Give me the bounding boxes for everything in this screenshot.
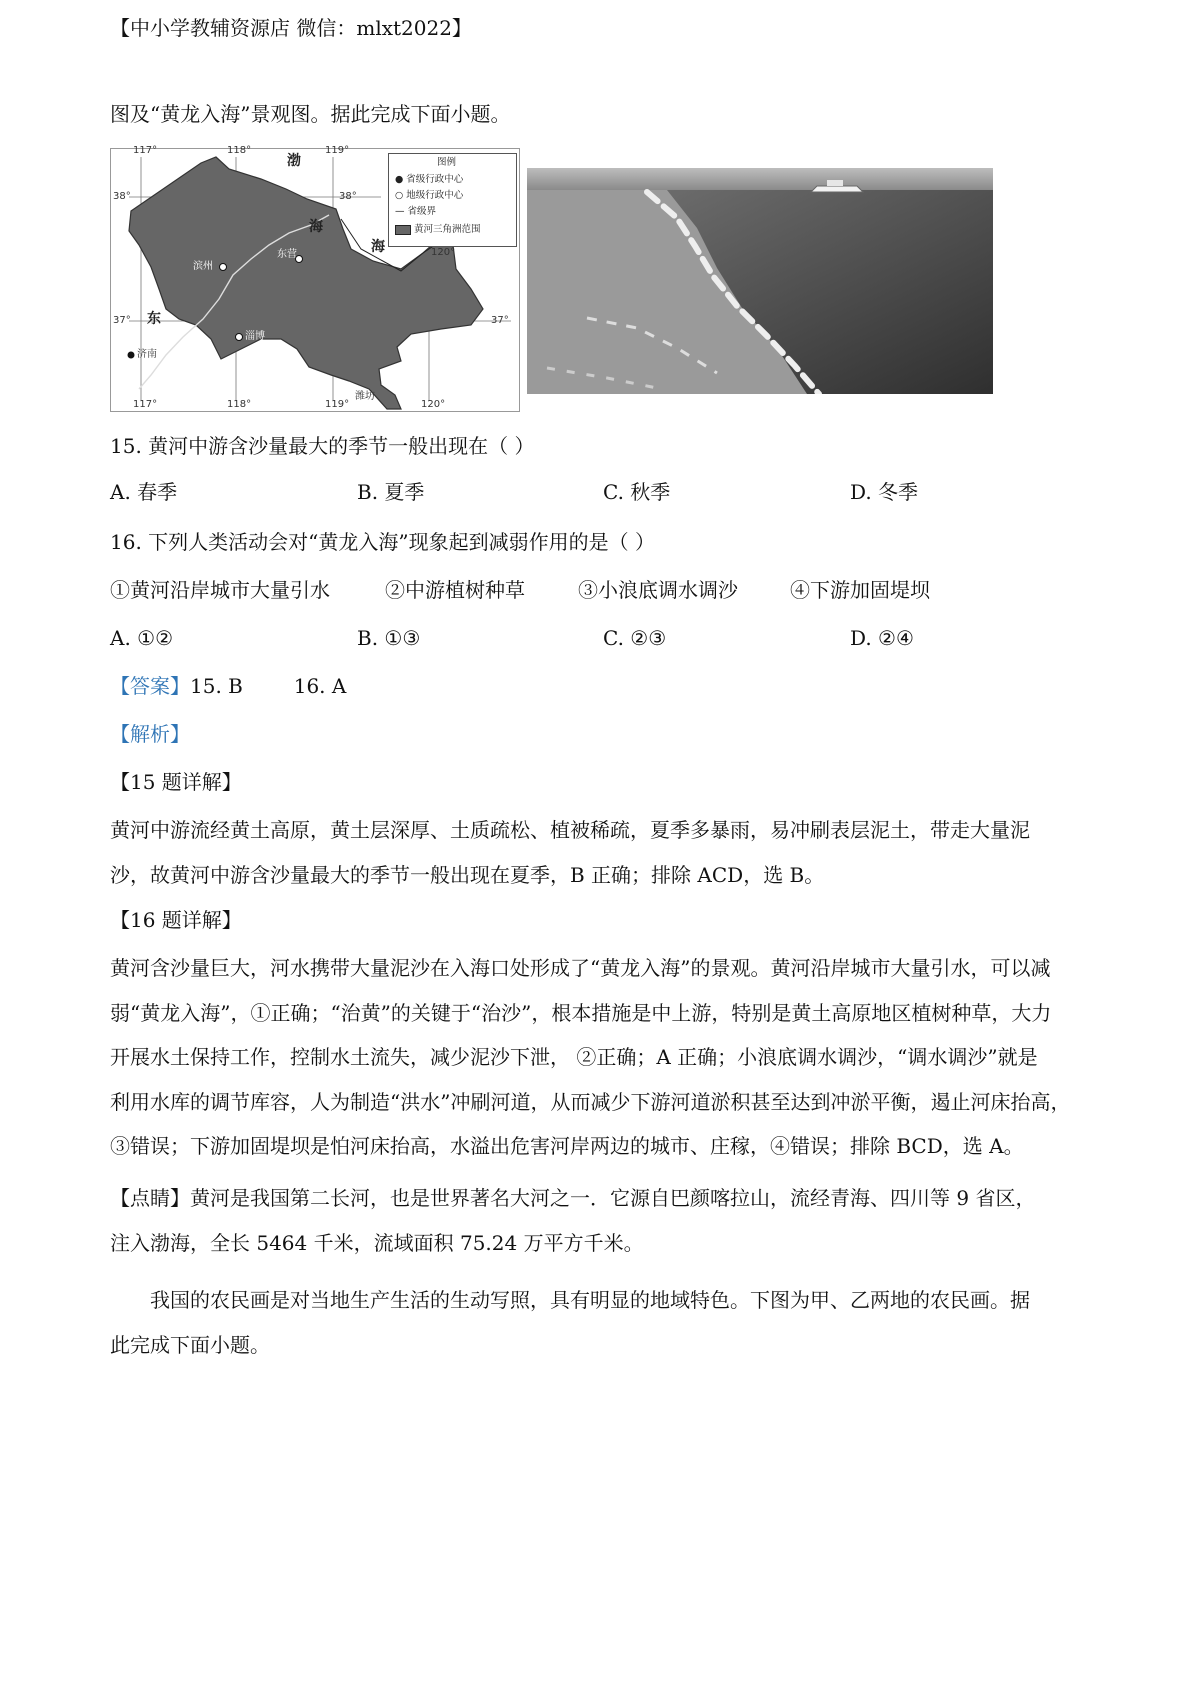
map-lat-label: 38° [113, 191, 131, 202]
legend-item: ○ 地级行政中心 [395, 190, 464, 201]
legend-item-delta [395, 224, 481, 235]
map-sea-label: 渤 [287, 153, 301, 169]
detail15-line: 黄河中游流经黄土高原，黄土层深厚、土质疏松、植被稀疏，夏季多暴雨，易冲刷表层泥土，带走大量泥 [110, 818, 1030, 842]
q15-option-a: A. 春季 [110, 480, 178, 504]
detail16-body [110, 946, 1100, 1169]
map-lon-label: 118° [227, 145, 252, 156]
map-city-label: 潍坊 [355, 391, 375, 402]
q15-option-d: D. 冬季 [850, 480, 919, 504]
detail16-line: 利用水库的调节库容，人为制造“洪水”冲刷河道，从而减少下游河道淤积甚至达到冲淤平衡，遏止河床抬高， [110, 1089, 1071, 1114]
yellow-dragon-sea-photo [527, 168, 993, 394]
q16-item-2: ②中游植树种草 [385, 578, 525, 602]
capital-marker [128, 352, 135, 359]
map-city-label: 东营 [277, 249, 297, 260]
map-legend [388, 153, 517, 247]
map-city-label: 济南 [137, 349, 157, 360]
q16-item-4: ④下游加固堤坝 [790, 578, 930, 602]
legend-swatch [395, 225, 411, 235]
detail16-line: 黄河含沙量巨大，河水携带大量泥沙在入海口处形成了“黄龙入海”的景观。黄河沿岸城市大量引水，可以减 [110, 956, 1051, 980]
legend-item-label: 黄河三角洲范围 [414, 224, 481, 235]
map-lat-label: 37° [491, 315, 509, 326]
city-marker [236, 334, 243, 341]
next-intro-line: 此完成下面小题。 [110, 1332, 270, 1357]
map-lon-label: 120° [431, 247, 456, 258]
intro-text: 图及“黄龙入海”景观图。据此完成下面小题。 [110, 102, 511, 126]
header-watermark: 【中小学教辅资源店 微信：mlxt2022】 [110, 16, 472, 40]
map-sea-label: 海 [309, 219, 323, 235]
detail15-label: 【15 题详解】 [110, 770, 242, 794]
map-lon-label: 117° [133, 145, 158, 156]
tip-line: 【点睛】黄河是我国第二长河，也是世界著名大河之一．它源自巴颜喀拉山，流经青海、四川等 9 省区， [110, 1186, 1036, 1210]
legend-title: 图例 [437, 157, 457, 168]
detail16-label: 【16 题详解】 [110, 908, 242, 932]
q16-item-3: ③小浪底调水调沙 [578, 578, 738, 602]
yellow-river-delta-map [110, 145, 520, 412]
map-lon-label: 120° [421, 399, 446, 410]
sea-photo-drawing [527, 168, 993, 394]
map-lon-label: 118° [227, 399, 252, 410]
map-coast-label: 东 [147, 311, 161, 327]
q16-stem: 16. 下列人类活动会对“黄龙入海”现象起到减弱作用的是（ ） [110, 530, 655, 554]
q16-option-a: A. ①② [110, 626, 174, 650]
detail15-line: 沙，故黄河中游含沙量最大的季节一般出现在夏季，B 正确；排除 ACD，选 B。 [110, 862, 825, 887]
analysis-label: 【解析】 [110, 722, 190, 746]
city-marker [220, 264, 227, 271]
detail16-line: 开展水土保持工作，控制水土流失，减少泥沙下泄， ②正确；A 正确；小浪底调水调沙，“调水调沙”就是 [110, 1045, 1038, 1069]
detail16-line: ③错误；下游加固堤坝是怕河床抬高，水溢出危害河岸两边的城市、庄稼，④错误；排除 BCD，选 A。 [110, 1134, 1024, 1158]
legend-item: ● 省级行政中心 [395, 174, 464, 185]
map-lat-label: 37° [113, 315, 131, 326]
map-sea-label: 海 [371, 239, 385, 255]
map-city-label: 滨州 [193, 261, 213, 272]
q15-option-c: C. 秋季 [603, 480, 671, 504]
answer-line [110, 672, 346, 700]
q16-option-b: B. ①③ [357, 626, 421, 650]
next-intro-line: 我国的农民画是对当地生产生活的生动写照，具有明显的地域特色。下图为甲、乙两地的农民画。据 [150, 1288, 1030, 1312]
map-lon-label: 119° [325, 145, 350, 156]
answer-label: 【答案】 [110, 674, 190, 698]
q15-stem: 15. 黄河中游含沙量最大的季节一般出现在（ ） [110, 434, 535, 458]
map-lat-label: 38° [339, 191, 357, 202]
map-lon-label: 117° [133, 399, 158, 410]
map-lon-label: 119° [325, 399, 350, 410]
q15-option-b: B. 夏季 [357, 480, 425, 504]
next-intro [110, 1278, 1100, 1367]
q16-option-d: D. ②④ [850, 626, 914, 650]
tip-block [110, 1176, 1100, 1265]
detail15-body [110, 808, 1100, 897]
q16-option-c: C. ②③ [603, 626, 667, 650]
legend-item: — 省级界 [395, 206, 437, 217]
answer-text: 15. B 16. A [190, 674, 347, 698]
q16-item-1: ①黄河沿岸城市大量引水 [110, 578, 330, 602]
tip-line: 注入渤海，全长 5464 千米，流域面积 75.24 万平方千米。 [110, 1230, 644, 1255]
detail16-line: 弱“黄龙入海”，①正确；“治黄”的关键于“治沙”，根本措施是中上游，特别是黄土高原地区植树种草，大力 [110, 1000, 1052, 1025]
map-city-label: 淄博 [245, 331, 265, 342]
